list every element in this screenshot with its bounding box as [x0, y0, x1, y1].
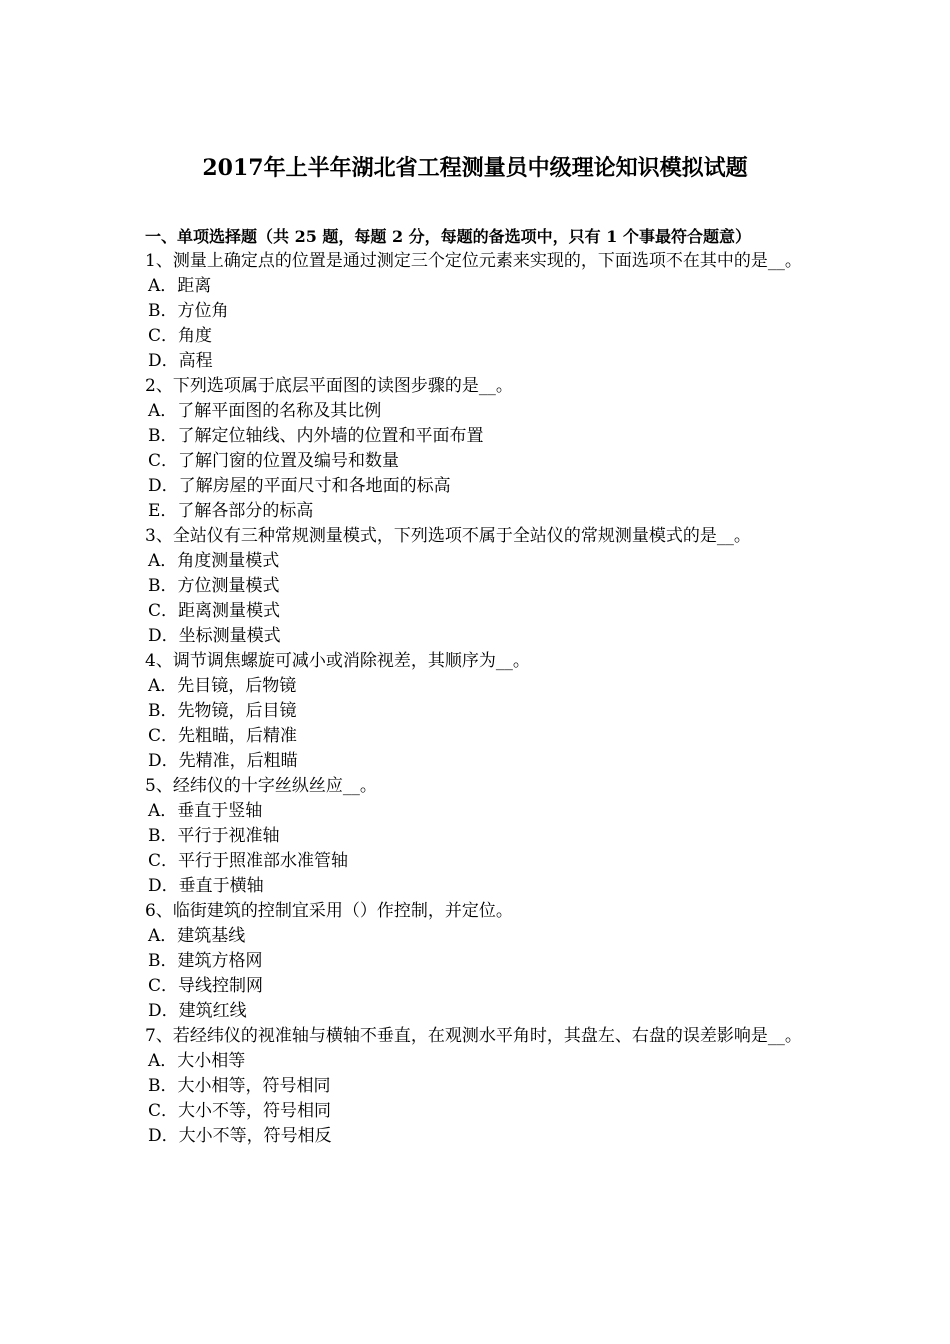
- question-item: [145, 524, 820, 649]
- answer-option: C．了解门窗的位置及编号和数量: [148, 451, 400, 471]
- question-stem: 3、全站仪有三种常规测量模式，下列选项不属于全站仪的常规测量模式的是__。: [145, 526, 751, 546]
- answer-option: D．先精准，后粗瞄: [148, 751, 298, 771]
- answer-option: C．平行于照准部水准管轴: [148, 851, 349, 871]
- answer-option: C．先粗瞄，后精准: [148, 726, 298, 746]
- answer-option: B．大小相等，符号相同: [148, 1076, 331, 1096]
- question-item: [145, 374, 820, 524]
- answer-option: B．先物镜，后目镜: [148, 701, 297, 721]
- answer-option: A．距离: [148, 276, 212, 296]
- document-body: [145, 224, 820, 1149]
- answer-option: D．高程: [148, 351, 213, 371]
- answer-option: D．垂直于横轴: [148, 876, 264, 896]
- question-item: [145, 1024, 820, 1149]
- answer-option: E．了解各部分的标高: [148, 501, 314, 521]
- answer-option: C．大小不等，符号相同: [148, 1101, 332, 1121]
- answer-option: B．方位角: [148, 301, 229, 321]
- question-item: [145, 249, 820, 374]
- question-stem: 7、若经纬仪的视准轴与横轴不垂直，在观测水平角时，其盘左、右盘的误差影响是__。: [145, 1026, 802, 1046]
- question-item: [145, 774, 820, 899]
- answer-option: C．角度: [148, 326, 213, 346]
- question-item: [145, 649, 820, 774]
- question-item: [145, 899, 820, 1024]
- answer-option: B．了解定位轴线、内外墙的位置和平面布置: [148, 426, 484, 446]
- answer-option: D．了解房屋的平面尺寸和各地面的标高: [148, 476, 451, 496]
- answer-option: D．建筑红线: [148, 1001, 247, 1021]
- answer-option: A．角度测量模式: [148, 551, 280, 571]
- question-stem: 6、临街建筑的控制宜采用（）作控制，并定位。: [145, 901, 513, 921]
- answer-option: A．大小相等: [148, 1051, 246, 1071]
- answer-option: C．导线控制网: [148, 976, 264, 996]
- answer-option: B．建筑方格网: [148, 951, 263, 971]
- answer-option: A．建筑基线: [148, 926, 246, 946]
- question-stem: 1、测量上确定点的位置是通过测定三个定位元素来实现的，下面选项不在其中的是__。: [145, 251, 802, 271]
- answer-option: D．坐标测量模式: [148, 626, 281, 646]
- question-stem: 2、下列选项属于底层平面图的读图步骤的是__。: [145, 376, 513, 396]
- section-heading: 一、单项选择题（共 25 题，每题 2 分，每题的备选项中，只有 1 个事最符合题意）: [145, 227, 751, 246]
- question-list: [145, 249, 820, 1149]
- answer-option: B．平行于视准轴: [148, 826, 280, 846]
- answer-option: A．先目镜，后物镜: [148, 676, 297, 696]
- answer-option: C．距离测量模式: [148, 601, 281, 621]
- answer-option: B．方位测量模式: [148, 576, 280, 596]
- document-title: 2017年上半年湖北省工程测量员中级理论知识模拟试题: [202, 155, 748, 181]
- question-stem: 4、调节调焦螺旋可减小或消除视差，其顺序为__。: [145, 651, 530, 671]
- answer-option: A．垂直于竖轴: [148, 801, 263, 821]
- question-stem: 5、经纬仪的十字丝纵丝应__。: [145, 776, 377, 796]
- answer-option: A．了解平面图的名称及其比例: [148, 401, 382, 421]
- answer-option: D．大小不等，符号相反: [148, 1126, 332, 1146]
